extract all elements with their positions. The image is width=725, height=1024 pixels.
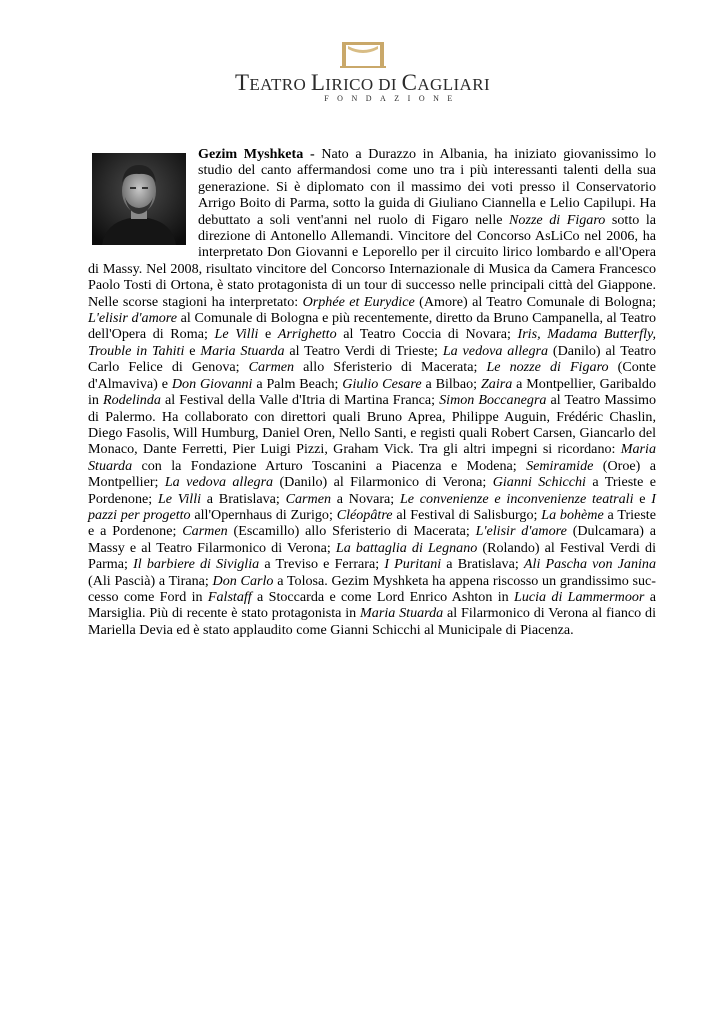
bio-text: e: [184, 342, 201, 359]
bio-text: (Danilo) al Filarmonico di Verona;: [273, 474, 493, 491]
logo-title-initial-c: C: [401, 70, 418, 95]
bio-text: al Festival della Valle d'Itria di Martina Franca;: [160, 392, 440, 409]
opera-title: Lucia di Lammermoor: [513, 588, 645, 605]
opera-title: I Puritani: [384, 556, 442, 573]
opera-title: Carmen: [248, 359, 295, 376]
bio-text: (Amore) al Teatro Comunale di Bologna;: [414, 293, 656, 310]
opera-title: Giulio Cesare: [342, 375, 422, 392]
bio-text: con la Fondazione Arturo Toscanini a Piacenza e Modena;: [132, 457, 527, 474]
portrait-photo: [92, 153, 186, 245]
bio-text: al Teatro Verdi di Trieste;: [284, 342, 443, 359]
opera-title: Le Villi: [157, 490, 202, 507]
opera-title: Semiramide: [526, 457, 594, 474]
opera-title: La vedova allegra: [164, 474, 274, 491]
bio-text: (Conte d'Almaviva) e: [88, 359, 656, 392]
opera-title: La battaglia di Legnano: [335, 539, 478, 556]
opera-title: Carmen: [182, 523, 228, 540]
bio-text: e: [258, 326, 278, 343]
bio-text: sotto la direzione di Antonello Allemandi. Vincitore del Concorso AsLiCo nel 2006, ha interpretato Don Giovanni e Leporello per il circuito lirico lombardo e all'Opera di Massy. Nel 2008, risultato vincitore del Concorso Internazionale di Musica da Camera Francesco Paolo Tosti di Ortona, è stato protagonista di un tour di successo nelle principali città del Giappone. Nelle scorse stagioni ha interpretato:: [88, 211, 656, 310]
singer-name: Gezim Myshketa -: [198, 146, 315, 162]
bio-text: a Stoccarda e come Lord Enrico Ashton in: [251, 588, 514, 605]
opera-title: La vedova allegra: [442, 342, 549, 359]
opera-title: Nozze di Figaro: [509, 211, 606, 228]
bio-text: a Bratislava;: [441, 556, 524, 573]
bio-text: a Treviso e Ferrara;: [259, 556, 385, 573]
opera-title: Maria Stuarda: [360, 605, 444, 622]
bio-text: a Novara;: [331, 490, 400, 507]
opera-title: Maria Stuarda: [88, 441, 656, 474]
bio-text: (Danilo) al Teatro Carlo Felice di Genova;: [88, 342, 657, 376]
opera-title: Don Carlo: [212, 572, 274, 589]
opera-title: Arrighetto: [277, 326, 337, 343]
opera-title: Le nozze di Figaro: [486, 359, 609, 376]
opera-title: Ali Pascha von Janina: [523, 556, 657, 573]
bio-text: (Escamillo) allo Sferisterio di Macerata;: [227, 523, 476, 540]
bio-text: a Montpellier, Garibaldo in: [88, 375, 656, 409]
logo-title-initial-t: T: [234, 70, 250, 95]
opera-title: L'elisir d'amore: [88, 310, 178, 327]
logo-subtitle: FONDAZIONE: [324, 94, 461, 103]
bio-text: a Trieste e a Pordenone;: [88, 506, 656, 540]
bio-text: al Festival di Salisburgo;: [392, 506, 542, 523]
bio-text: a Bilbao;: [421, 375, 481, 392]
bio-text: (Dulcamara) a Massy e al Teatro Filarmonico di Verona;: [88, 523, 656, 556]
opera-title: Le convenienze e inconvenienze teatrali: [399, 490, 634, 507]
opera-title: Carmen: [285, 490, 332, 507]
bio-text: a Tolosa. Gezim Myshketa ha appena riscosso un grandissimo suc-cesso come Ford in: [88, 572, 656, 605]
opera-title: Iris, Madama Butterfly, Trouble in Tahiti: [88, 326, 656, 359]
opera-title: Falstaff: [207, 588, 252, 605]
bio-text: (Oroe) a Montpellier;: [88, 457, 656, 491]
opera-title: Il barbiere di Siviglia: [133, 556, 260, 573]
opera-title: La bohème: [541, 506, 604, 523]
opera-title: Simon Boccanegra: [439, 392, 547, 409]
opera-title: Zaira: [480, 375, 513, 392]
logo-title: [0, 72, 725, 96]
logo-title-word-3: AGLIARI: [417, 75, 491, 94]
opera-title: Orphée et Eurydice: [302, 293, 415, 310]
opera-title: L'elisir d'amore: [475, 523, 567, 540]
opera-title: Rodelinda: [103, 392, 161, 409]
opera-title: Maria Stuarda: [200, 342, 285, 359]
logo-title-word-2: IRICO DI: [325, 75, 397, 94]
bio-text: allo Sferisterio di Macerata;: [294, 359, 487, 376]
bio-text: Nato a Durazzo in Albania, ha iniziato giovanissimo lo studio del canto affermandosi come uno tra i più interessanti talenti della sua generazione. Si è diplomato con il massimo dei voti presso il Conservatorio Arrigo Boito di Parma, sotto la guida di Giuliano Ciannella e Lelio Capilupi. Ha debuttato a soli vent'anni nel ruolo di Figaro nelle: [198, 146, 656, 228]
bio-text: (Rolando) al Festival Verdi di Parma;: [88, 539, 656, 573]
opera-title: Le Villi: [214, 326, 259, 343]
biography-paragraph: [88, 146, 656, 638]
bio-text: e: [633, 490, 652, 507]
opera-title: I pazzi per progetto: [88, 490, 656, 523]
theatre-columns-icon: [338, 40, 388, 70]
opera-title: Gianni Schicchi: [492, 474, 586, 491]
logo-title-initial-l: L: [310, 70, 326, 95]
bio-text: al Comunale di Bologna e più recentemente, diretto da Bruno Campanella, al Teatro dell'Opera di Roma;: [88, 310, 656, 343]
logo-title-word-1: EATRO: [249, 75, 307, 94]
theatre-logo: [0, 40, 725, 103]
bio-text: (Ali Pascià) a Tirana;: [88, 572, 213, 589]
bio-text: al Filarmonico di Verona al fianco di Mariella Devia ed è stato applaudito come Gianni Schicchi al Municipale di Piacenza.: [88, 605, 656, 638]
bio-text: a Palm Beach;: [252, 375, 343, 392]
bio-text: a Trieste e Pordenone;: [88, 474, 656, 507]
bio-text: al Teatro Massimo di Palermo. Ha collaborato con direttori quali Bruno Aprea, Philippe Auguin, Frédéric Chaslin, Diego Fasolis, Will Humburg, Daniel Oren, Nello Santi, e registi quali Robert Carsen, Giancarlo del Monaco, Dante Ferretti, Pier Luigi Pizzi, Graham Vick. Tra gli altri impegni si ricordano:: [88, 392, 656, 458]
opera-title: Cléopâtre: [336, 506, 393, 523]
bio-text: a Marsiglia. Più di recente è stato protagonista in: [88, 588, 656, 622]
bio-text: a Bratislava;: [201, 490, 286, 507]
bio-text: al Teatro Coccia di Novara;: [336, 326, 518, 343]
bio-text: all'Opernhaus di Zurigo;: [190, 506, 337, 523]
opera-title: Don Giovanni: [171, 375, 253, 392]
